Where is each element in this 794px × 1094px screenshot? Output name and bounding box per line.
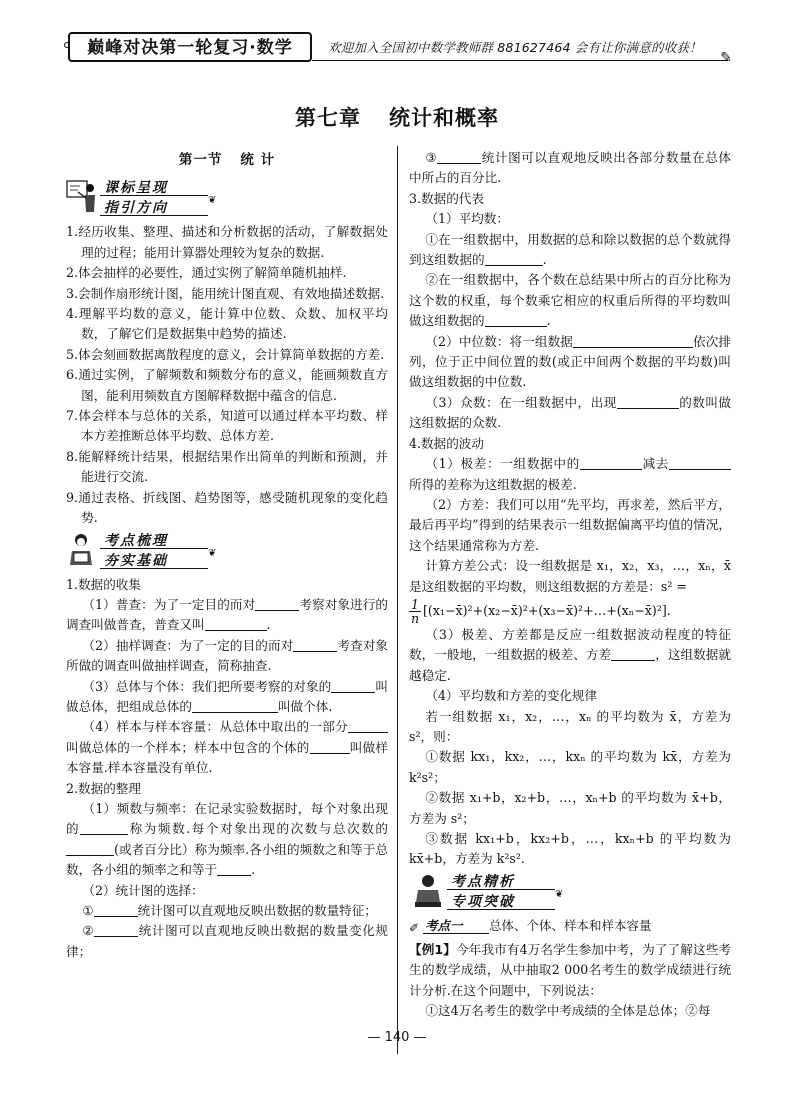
census-text: （1）普查：为了一定目的而对 考察对象进行的调查叫做普查，普查又叫 .	[66, 596, 389, 633]
leaf-icon: ❦	[208, 195, 217, 207]
fill-blank[interactable]	[217, 861, 251, 876]
banner-curriculum-line2: 指引方向	[104, 200, 168, 217]
fill-blank[interactable]	[485, 312, 547, 327]
banner-review-line2: 夯实基础	[104, 552, 168, 569]
series-brand: 巅峰对决第一轮复习·数学	[68, 32, 312, 62]
left-column	[66, 148, 388, 962]
range-def: （1）极差：一组数据中的 减去所得的差称为这组数据的极差.	[409, 454, 731, 495]
fill-blank[interactable]	[611, 646, 655, 661]
subheading: 2.数据的整理	[66, 780, 141, 796]
fill-blank[interactable]	[617, 394, 679, 409]
subheading: 3.数据的代表	[409, 190, 484, 206]
sample-size-text: （4）样本与样本容量：从总体中取出的一部分叫做总体的一个样本；样本中包含的个体的 叫做样本容量.样本容量没有单位.	[66, 719, 389, 776]
section-title: 第一节 统 计	[178, 152, 276, 168]
variance-def: （2）方差：我们可以用“先平均，再求差，然后平方，最后再平均”得到的结果表示一组数据偏离平均值的情况，这个结果通常称为方差.	[409, 496, 731, 553]
objective-item: 7.体会样本与总体的关系，知道可以通过样本平均数、样本方差推断总体平均数、总体方差.	[66, 408, 388, 444]
objective-item: 1.经历收集、整理、描述和分析数据的活动，了解数据处理的过程；能用计算器处理较为复杂的数据.	[66, 224, 388, 260]
header-rule	[312, 60, 728, 61]
student-writing-icon	[413, 872, 443, 910]
chapter-number: 第七章	[295, 106, 361, 130]
mean-def-1: ①在一组数据中，用数据的总和除以数据的总个数就得到这组数据的 .	[409, 231, 731, 268]
fill-blank[interactable]	[580, 455, 642, 470]
banner-curriculum-line1: 课标呈现	[104, 180, 168, 197]
fill-blank[interactable]	[437, 149, 481, 164]
fill-blank[interactable]	[255, 596, 299, 611]
subheading: 1.数据的收集	[66, 576, 141, 592]
rule-heading: （4）平均数和方差的变化规律	[425, 688, 598, 704]
banner-analysis	[413, 872, 731, 912]
fill-blank[interactable]	[80, 820, 128, 835]
page-number: — 140 —	[367, 1030, 427, 1045]
banner-analysis-line2: 专项突破	[451, 893, 515, 910]
banner-analysis-line1: 考点精析	[451, 873, 515, 890]
objective-item: 6.通过实例，了解频数和频数分布的意义，能画频数直方图，能利用频数直方图解释数据中蕴含的信息.	[66, 367, 388, 403]
fill-blank[interactable]	[331, 678, 375, 693]
mode-def: （3）众数：在一组数据中，出现 的数叫做这组数据的众数.	[409, 394, 732, 431]
mean-def-2: ②在一组数据中，各个数在总结果中所占的百分比称为这个数的权重，每个数乘它相应的权重后所得的平均数叫做这组数据的 .	[409, 272, 731, 329]
objective-item: 9.通过表格、折线图、趋势图等，感受随机现象的变化趋势.	[66, 489, 388, 526]
rule-1: ①数据 kx₁，kx₂，…，kxₙ 的平均数为 kx̄，方差为 k²s²；	[409, 749, 731, 785]
page-header	[66, 30, 732, 66]
key-point-heading	[409, 916, 731, 938]
chart-choice-2: ② 统计图可以直观地反映出数据的数量变化规律；	[66, 923, 388, 959]
fill-blank[interactable]	[293, 637, 337, 652]
frequency-text: （1）频数与频率：在记录实验数据时，每个对象出现的 称为频数.每个对象出现的次数与总次数的(或者百分比）称为频率.各小组的频数之和等于总数，各小组的频率之和等于 .	[66, 800, 388, 878]
chart-choice-heading: （2）统计图的选择：	[82, 882, 204, 898]
header-slogan: 欢迎加入全国初中数学教师群 881627464 会有让你满意的收获！	[328, 40, 702, 55]
fill-blank[interactable]	[573, 333, 693, 348]
fill-blank[interactable]	[348, 718, 388, 733]
leaf-icon: ❦	[555, 888, 564, 900]
objective-item: 3.会制作扇形统计图，能用统计图直观、有效地描述数据.	[66, 285, 385, 301]
teacher-board-icon	[66, 178, 96, 216]
objective-item: 4.理解平均数的意义，能计算中位数、众数、加权平均数，了解它们是数据集中趋势的描述.	[66, 306, 388, 342]
student-reading-icon	[66, 531, 96, 569]
fill-blank[interactable]	[192, 698, 278, 713]
key-point-label: 考点一	[425, 917, 463, 933]
rule-2: ②数据 x₁+b，x₂+b，…，xₙ+b 的平均数为 x̄+b，方差为 s²；	[409, 790, 731, 826]
subheading: 4.数据的波动	[409, 435, 484, 451]
pen-icon: ✎	[720, 50, 732, 66]
population-text: （3）总体与个体：我们把所要考察的对象的 叫做总体，把组成总体的 叫做个体.	[66, 678, 389, 714]
example-1: 【例1】今年我市有4万名学生参加中考，为了了解这些考生的数学成绩，从中抽取2 000名考生的数学成绩进行统计分析.在这个问题中，下列说法：	[409, 941, 732, 998]
fill-blank[interactable]	[66, 841, 114, 856]
leaf-icon: ❦	[208, 547, 217, 559]
chart-choice-3: ③ 统计图可以直观地反映出各部分数量在总体中所占的百分比.	[409, 150, 731, 186]
key-point-title: 总体、个体、样本和样本容量	[489, 917, 652, 933]
pencil-icon: ✐	[409, 920, 420, 935]
objective-item: 8.能解释统计结果，根据结果作出简单的判断和预测，并能进行交流.	[66, 448, 388, 485]
column-divider	[397, 146, 398, 1054]
objective-item: 5.体会刻画数据离散程度的意义，会计算简单数据的方差.	[66, 346, 385, 362]
chapter-title	[0, 102, 794, 132]
rule-3: ③数据 kx₁+b，kx₂+b，…，kxₙ+b 的平均数为 kx̄+b，方差为 k²s².	[409, 831, 731, 867]
fill-blank[interactable]	[310, 739, 350, 754]
example-1-statements: ①这4万名考生的数学中考成绩的全体是总体；②每	[425, 1003, 711, 1019]
fill-blank[interactable]	[205, 616, 267, 631]
banner-review	[66, 531, 388, 571]
banner-curriculum	[66, 178, 388, 218]
fill-blank[interactable]	[485, 251, 543, 266]
chapter-name: 统计和概率	[389, 106, 499, 130]
variance-formula: $\frac{1}{n}$ [(x₁−x̄)²+(x₂−x̄)²+(x₃−x̄)²+…+(xₙ−x̄)²].	[410, 596, 671, 626]
rule-intro: 若一组数据 x₁，x₂，…，xₙ 的平均数为 x̄，方差为 s²，则：	[409, 708, 731, 744]
fill-blank[interactable]	[94, 922, 138, 937]
mean-heading: （1）平均数：	[425, 211, 509, 227]
right-column	[409, 148, 731, 1021]
fraction: $\frac{1}{n}$	[410, 596, 420, 626]
chart-choice-1: ① 统计图可以直观地反映出数据的数量特征；	[82, 903, 377, 918]
fill-blank[interactable]	[94, 902, 138, 917]
objective-item: 2.体会抽样的必要性，通过实例了解简单随机抽样.	[66, 265, 347, 281]
spread-note: （3）极差、方差都是反应一组数据波动程度的特征数，一般地，一组数据的极差、方差 ，这组数据就越稳定.	[409, 626, 732, 683]
median-def: （2）中位数：将一组数据 依次排列，位于正中间位置的数(或正中间两个数据的平均数)叫做这组数据的中位数.	[409, 333, 732, 390]
fill-blank[interactable]	[669, 455, 731, 470]
variance-formula-intro: 计算方差公式：设一组数据是 x₁，x₂，x₃，…，xₙ，x̄ 是这组数据的平均数，则这组数据的方差是：s² =	[409, 558, 731, 594]
banner-review-line1: 考点梳理	[104, 532, 168, 549]
sampling-text: （2）抽样调查：为了一定的目的而对 考查对象所做的调查叫做抽样调查，简称抽查.	[66, 637, 389, 674]
